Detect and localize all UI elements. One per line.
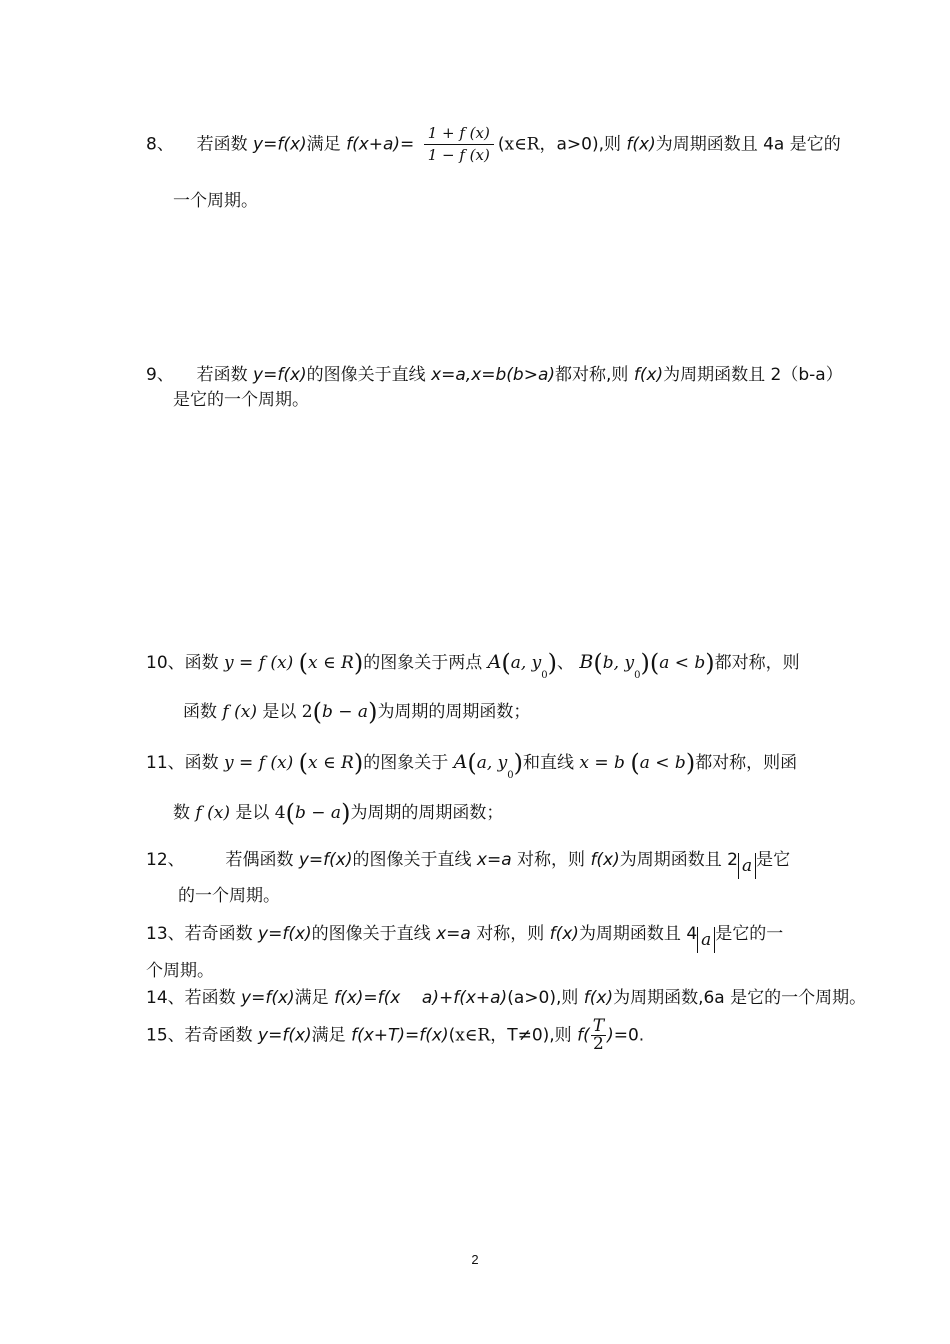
item-15-line1: 15、若奇函数 y=f(x)满足 f(x+T)=f(x)(x∈R，T≠0),则 f( $\frac{T}{2}$ )=0. xyxy=(146,1016,645,1054)
fraction: $\frac{1 + f (x)}{1 - f (x)}$ xyxy=(424,126,494,163)
item-number: 13、 xyxy=(146,924,185,944)
item-12-line2: 的一个周期。 xyxy=(178,886,280,906)
page-number: 2 xyxy=(471,1252,479,1267)
item-number: 15、 xyxy=(146,1025,185,1046)
item-10-line1: 10、函数 y = f (x) (x ∈ R)的图象关于两点 A(a, $y_0$)、 B(b, $y_0)(a < b)$都对称，则 xyxy=(146,649,800,681)
item-number: 12、 xyxy=(146,850,185,870)
item-number: 14、 xyxy=(146,988,185,1008)
item-8-line2: 一个周期。 xyxy=(173,191,258,211)
item-12-line1: 12、 若偶函数 y=f(x)的图像关于直线 x=a 对称，则 f(x)为周期函数且 2 a 是它 xyxy=(146,852,790,879)
item-11-line1: 11、函数 y = f (x) (x ∈ R)的图象关于 A(a, $y_0$)和直线 x = b (a < b)都对称，则函 xyxy=(146,749,798,781)
item-8-line1: 8、 若函数 y=f(x)满足 f(x+a)= $\frac{1 + f (x)}{1 - f (x)}$ (x∈R，a>0),则 f(x)为周期函数且 4a 是它的 xyxy=(146,124,841,164)
item-9-line1: 9、 若函数 y=f(x)的图像关于直线 x=a,x=b(b>a)都对称,则 f(x)为周期函数且 2（b-a） xyxy=(146,365,843,385)
item-10-line2: 函数 f (x) 是以 2(b − a)为周期的周期函数； xyxy=(183,698,531,726)
item-13-line2: 个周期。 xyxy=(146,961,214,981)
item-13-line1: 13、若奇函数 y=f(x)的图像关于直线 x=a 对称，则 f(x)为周期函数且 4 a 是它的一 xyxy=(146,926,783,953)
item-number: 8、 xyxy=(146,134,174,155)
item-number: 11、 xyxy=(146,753,185,773)
item-number: 9、 xyxy=(146,365,174,385)
item-9-line2: 是它的一个周期。 xyxy=(173,390,309,410)
fraction: $\frac{T}{2}$ xyxy=(592,1016,605,1054)
item-14-line1: 14、若函数 y=f(x)满足 f(x)=f(x a)+f(x+a)(a>0),则 f(x)为周期函数,6a 是它的一个周期。 xyxy=(146,988,867,1008)
item-number: 10、 xyxy=(146,653,185,673)
item-11-line2: 数 f (x) 是以 4(b − a)为周期的周期函数； xyxy=(173,799,504,827)
